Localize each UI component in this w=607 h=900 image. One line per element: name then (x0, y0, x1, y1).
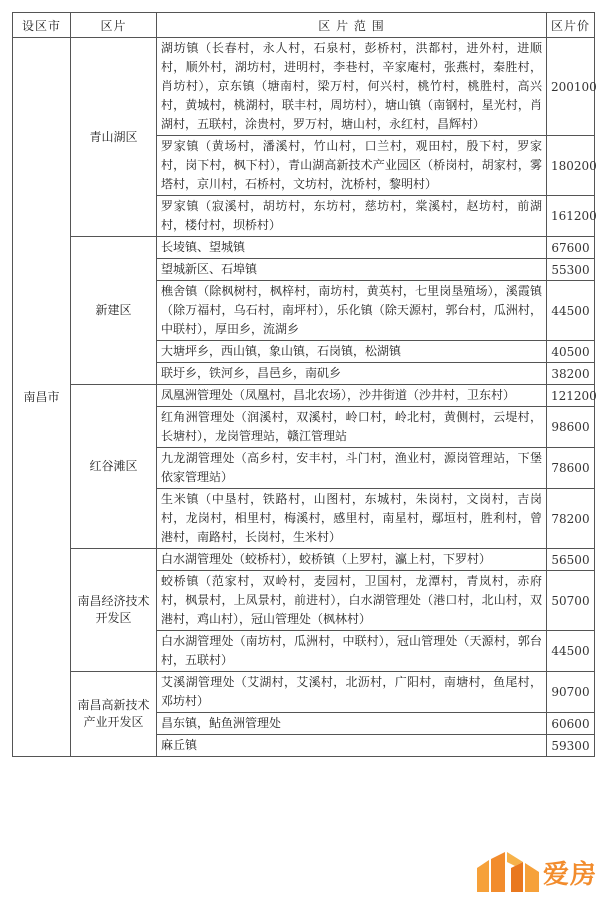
watermark-logo (475, 850, 597, 894)
table-row (13, 385, 595, 407)
price-cell: 38200 (547, 363, 595, 385)
land-price-table (12, 12, 595, 757)
price-cell: 60600 (547, 713, 595, 735)
scope-cell: 樵舍镇（除枫树村，枫梓村，南坊村，黄英村，七里岗垦殖场），溪霞镇（除万福村，乌石村，南坪村），乐化镇（除天源村，郭台村，瓜洲村，中联村），厚田乡，流湖乡 (157, 281, 547, 341)
scope-cell: 红角洲管理处（润溪村，双溪村，岭口村，岭北村，黄侧村，云堤村，长塘村），龙岗管理站，赣江管理站 (157, 407, 547, 448)
district-cell: 南昌经济技术开发区 (71, 549, 157, 672)
price-cell: 78600 (547, 448, 595, 489)
price-cell: 56500 (547, 549, 595, 571)
price-cell: 161200 (547, 196, 595, 237)
header-price: 区片价 (547, 13, 595, 38)
scope-cell: 昌东镇，鲇鱼洲管理处 (157, 713, 547, 735)
price-cell: 67600 (547, 237, 595, 259)
table-body (13, 38, 595, 757)
scope-cell: 联圩乡，铁河乡，昌邑乡，南矶乡 (157, 363, 547, 385)
scope-cell: 白水湖管理处（蛟桥村），蛟桥镇（上罗村，瀛上村，下罗村） (157, 549, 547, 571)
price-cell: 40500 (547, 341, 595, 363)
scope-cell: 艾溪湖管理处（艾湖村，艾溪村，北沥村，广阳村，南塘村，鱼尾村，邓坊村） (157, 672, 547, 713)
header-city: 设区市 (13, 13, 71, 38)
scope-cell: 凤凰洲管理处（凤凰村，昌北农场），沙井街道（沙井村，卫东村） (157, 385, 547, 407)
scope-cell: 生米镇（中垦村，铁路村，山图村，东城村，朱岗村，文岗村，吉岗村，龙岗村，相里村，梅溪村，感里村，南星村，鄢垣村，胜利村，曾港村，南路村，长岗村，生米村） (157, 489, 547, 549)
price-cell: 90700 (547, 672, 595, 713)
table-row (13, 672, 595, 713)
price-cell: 200100 (547, 38, 595, 136)
price-cell: 121200 (547, 385, 595, 407)
district-cell: 红谷滩区 (71, 385, 157, 549)
price-cell: 44500 (547, 631, 595, 672)
scope-cell: 麻丘镇 (157, 735, 547, 757)
scope-cell: 长堎镇、望城镇 (157, 237, 547, 259)
district-cell: 青山湖区 (71, 38, 157, 237)
table-row (13, 38, 595, 136)
scope-cell: 大塘坪乡，西山镇，象山镇，石岗镇，松湖镇 (157, 341, 547, 363)
header-district: 区片 (71, 13, 157, 38)
price-cell: 180200 (547, 136, 595, 196)
scope-cell: 望城新区、石埠镇 (157, 259, 547, 281)
table-row (13, 549, 595, 571)
district-cell: 新建区 (71, 237, 157, 385)
price-cell: 98600 (547, 407, 595, 448)
price-cell: 50700 (547, 571, 595, 631)
scope-cell: 湖坊镇（长春村，永人村，石泉村，彭桥村，洪都村，进外村，进顺村，顺外村，湖坊村，进明村，李巷村，辛家庵村，张燕村，秦胜村，肖坊村），京东镇（塘南村，梁万村，何兴村，桃竹村，桃胜村，高兴村，黄城村，桃湖村，联丰村，周坊村），塘山镇（南钢村，星光村，肖湖村，五联村，涂贵村，罗万村，塘山村，永红村，昌辉村） (157, 38, 547, 136)
price-cell: 44500 (547, 281, 595, 341)
price-cell: 59300 (547, 735, 595, 757)
city-cell: 南昌市 (13, 38, 71, 757)
scope-cell: 罗家镇（黄场村，潘溪村，竹山村，口兰村，观田村，殷下村，罗家村，岗下村，枫下村），青山湖高新技术产业园区（桥岗村，胡家村，雾塔村，京川村，石桥村，文坊村，沈桥村，黎明村） (157, 136, 547, 196)
scope-cell: 罗家镇（寂溪村，胡坊村，东坊村，慈坊村，棠溪村，赵坊村，前湖村，楼付村，坝桥村） (157, 196, 547, 237)
header-scope: 区 片 范 围 (157, 13, 547, 38)
district-cell: 南昌高新技术产业开发区 (71, 672, 157, 757)
watermark-text: 爱房 (542, 859, 597, 890)
house-logo-icon (475, 850, 541, 894)
scope-cell: 蛟桥镇（范家村，双岭村，麦园村，卫国村，龙潭村，青岚村，赤府村，枫景村，上凤景村，前进村），白水湖管理处（港口村，北山村，双港村，鸡山村），冠山管理处（枫林村） (157, 571, 547, 631)
scope-cell: 九龙湖管理处（高乡村，安丰村，斗门村，渔业村，源岗管理站，下堡依家管理站） (157, 448, 547, 489)
table-row (13, 237, 595, 259)
price-cell: 55300 (547, 259, 595, 281)
header-row (13, 13, 595, 38)
price-cell: 78200 (547, 489, 595, 549)
scope-cell: 白水湖管理处（南坊村，瓜洲村，中联村），冠山管理处（天源村，郭台村，五联村） (157, 631, 547, 672)
